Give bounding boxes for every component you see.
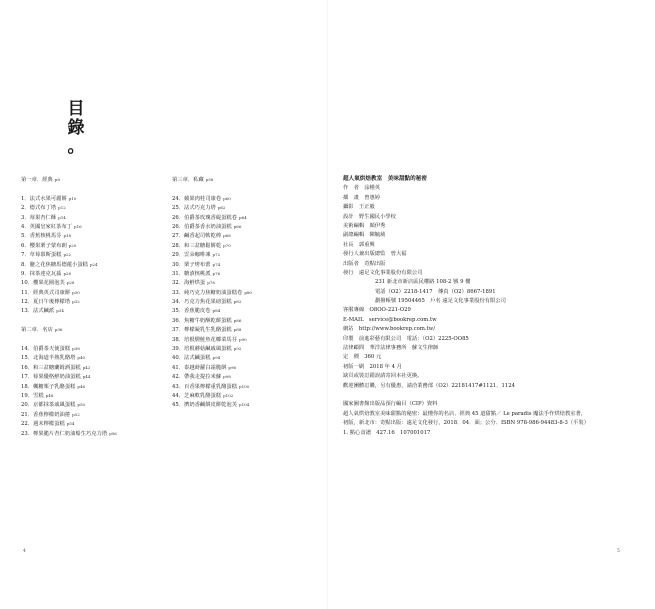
credit-row: 插 畫 曾惠婷 (343, 194, 381, 201)
toc-item-label: 4．英國皇家紅茶布丁 (21, 223, 73, 230)
chapter-heading: 第一章．經典 p8 (21, 177, 60, 183)
toc-item-label: 31．糖漬核桃派 (172, 270, 211, 277)
toc-item (172, 335, 252, 344)
toc-item-label: 2．德式布丁塔 (21, 205, 57, 212)
toc-item-label: 39．培根蘑菇鹹戚風蛋糕 (172, 346, 232, 353)
toc-item (172, 213, 252, 222)
toc-item-label: 44．芝麻軟乳酪蛋糕 (172, 392, 222, 399)
toc-item-page: p100 (239, 383, 250, 389)
toc-item-page: p90 (239, 336, 247, 342)
toc-item (172, 400, 252, 409)
gutter (327, 0, 328, 609)
toc-item-page: p30 (72, 289, 80, 295)
toc-item-label: 32．海鮮烘蛋 (172, 280, 206, 287)
credit-row: 作 者 涂槿英 (343, 185, 381, 192)
title-char: 。 (67, 137, 85, 157)
toc-item-page: p18 (63, 233, 72, 239)
toc-item (21, 222, 117, 231)
toc-item (21, 382, 117, 391)
toc-item (21, 241, 117, 250)
toc-item (172, 278, 252, 287)
toc-item-label: 20．京都抹茶戚風蛋糕 (21, 402, 76, 409)
credit-row: 出版者 奇點出版 (343, 260, 386, 267)
toc-item (172, 203, 252, 212)
toc-item-label: 18．楓糖栗子乳酪蛋糕 (21, 383, 76, 390)
cip-row: 超人氣烘焙教室美味甜點的秘密：最懂你的名店、經典 45 道甜點／ Le paradis 魔法手作烘焙教室著， (343, 410, 587, 417)
toc-item-label: 26．伯爵茶玫瑰香緹蛋糕卷 (172, 214, 238, 221)
toc-item (21, 269, 117, 278)
toc-item-page: p70 (223, 242, 231, 248)
toc-item-page: p66 (233, 223, 242, 229)
toc-item-label: 3．莓果杏仁酥 (21, 214, 57, 221)
toc-item (172, 372, 252, 381)
publisher-address: 231 新北市新店區民權路 108-2 號 9 樓 (375, 279, 471, 286)
toc-item-label: 5．香蕉核桃馬芬 (21, 233, 62, 240)
toc-item (21, 429, 117, 438)
toc-item-page: p10 (68, 195, 77, 201)
toc-item (21, 391, 117, 400)
toc-item-page: p22 (63, 252, 72, 258)
info-list (343, 306, 589, 391)
toc-item-page: p80 (244, 289, 252, 295)
toc-item-page: p44 (82, 374, 91, 380)
toc-item-page: p64 (239, 214, 247, 220)
credit-row: 發行 遠足文化事業股份有限公司 (343, 269, 423, 276)
toc-item-page: p96 (228, 364, 237, 370)
toc-item (21, 250, 117, 259)
info-row: 法律顧問 華洋法律事務所 蘇文生律師 (343, 345, 439, 352)
page-number-left: 4 (23, 549, 26, 554)
toc-item-label: 1．法式水果可麗餅 (21, 195, 67, 202)
toc-item-page: p12 (58, 205, 66, 211)
credit-row: 副總編輯 陳毓葳 (343, 232, 386, 239)
toc-item-label: 15．北海道半熟乳酪塔 (21, 355, 76, 362)
toc-item (21, 400, 117, 409)
toc-item (21, 353, 117, 362)
toc-item-label: 12．夏日午後檸檬塔 (21, 299, 71, 306)
credit-row: 美術編輯 顏伊秀 (343, 222, 386, 229)
page-title (66, 100, 86, 157)
toc-item-label: 6．櫻果栗子蒙布朗 (21, 242, 67, 249)
info-row: 定 價 360 元 (343, 354, 382, 361)
toc-item-label: 29．雲朵咖啡凍 (172, 252, 211, 259)
credit-row: 設計 野生國民小學校 (343, 213, 396, 220)
publisher-account: 劃撥帳號 19504465 戶名 遠足文化事業股份有限公司 (375, 298, 506, 305)
toc-item (172, 391, 252, 400)
toc-item (21, 297, 117, 306)
toc-item-label: 38．培根燻鮭魚花椰菜馬芬 (172, 336, 238, 343)
toc-item-page: p86 (233, 317, 242, 323)
toc-item (172, 288, 252, 297)
toc-item-label: 43．百香果檸檬重乳酪蛋糕 (172, 383, 238, 390)
toc-item-page: p88 (233, 327, 242, 333)
toc-item-page: p102 (223, 392, 234, 398)
toc-item-label: 17．莓果優格鮮奶油蛋糕 (21, 374, 81, 381)
toc-item-label: 10．櫻果花圈泡芙 (21, 280, 65, 287)
toc-item (172, 297, 252, 306)
toc-item (172, 316, 252, 325)
toc-item-label: 30．栗子烤布蕾 (172, 261, 211, 268)
info-row: 客服專線 O8OO-221-O29 (343, 307, 411, 314)
toc-item-page: p60 (223, 195, 231, 201)
toc-item-page: p94 (212, 355, 221, 361)
cip-list (343, 410, 589, 438)
toc-item (21, 410, 117, 419)
toc-item (21, 194, 117, 203)
toc-item-page: p16 (74, 223, 82, 229)
toc-item-label: 42．帶我走提拉米蘇 (172, 374, 222, 381)
toc-item-page: p32 (72, 299, 80, 305)
toc-item-label: 25．法式巧克力塔 (172, 205, 216, 212)
toc-item-page: p38 (72, 346, 80, 352)
toc-item (172, 231, 252, 240)
toc-item-page: p82 (233, 299, 242, 305)
toc-item-page: p42 (82, 364, 91, 370)
toc-item (21, 363, 117, 372)
chapter3-list (172, 194, 252, 410)
publisher-phone: 電話（O2）2218-1417 傳真（O2）8667-1891 (375, 288, 496, 295)
toc-item-label: 40．法式鹹蛋糕 (172, 355, 211, 362)
info-row: E-MAIL service@bookrep.com.tw (343, 316, 437, 323)
toc-item (172, 269, 252, 278)
toc-item (172, 353, 252, 362)
toc-item-label: 26．伯爵茶香水奶油蛋糕 (172, 223, 232, 230)
title-char: 錄 (67, 118, 85, 138)
toc-item-label: 34．巧克力焦花果磅蛋糕 (172, 299, 232, 306)
toc-item-page: p46 (77, 383, 86, 389)
toc-item-page: p78 (207, 280, 215, 286)
info-row: 網站 http://www.bookrep.com.tw/ (343, 326, 435, 333)
toc-item (21, 419, 117, 428)
toc-item-label: 21．香蕉檸檬奶油捲 (21, 411, 71, 418)
toc-item-page: p56 (109, 430, 117, 436)
toc-item (172, 222, 252, 231)
toc-item-label: 27．鹹香起司軟乾棒 (172, 233, 222, 240)
toc-item (172, 250, 252, 259)
chapter-heading: 第三章．私藏 p58 (172, 177, 214, 183)
toc-item-page: p28 (66, 280, 75, 286)
toc-item-label: 16．和三盆糖蘭姆酒蛋糕 (21, 364, 81, 371)
toc-item-label: 24．蘋果肉桂司康卷 (172, 195, 222, 202)
toc-item-label: 35．香蕉脆皮卷 (172, 308, 211, 315)
toc-item-page: p74 (212, 261, 221, 267)
toc-item-page: p84 (212, 308, 221, 314)
toc-item (172, 306, 252, 315)
toc-item (172, 363, 252, 372)
credits-list (343, 184, 589, 278)
toc-item-page: p50 (77, 402, 86, 408)
chapter1-list (21, 194, 117, 316)
toc-item (21, 306, 117, 315)
toc-item (172, 344, 252, 353)
toc-item-page: p24 (89, 261, 98, 267)
toc-item (21, 344, 117, 353)
toc-item-label: 23．檸果脆片杏仁奶油船生巧克力塔 (21, 430, 108, 437)
toc-item-page: p104 (239, 402, 250, 408)
toc-item-page: p54 (66, 421, 75, 427)
toc-item-label: 37．檸檬凝乳生乳酪蛋糕 (172, 327, 232, 334)
toc-item-label: 8．鹽之花焦糖馬德蓮小蛋糕 (21, 261, 88, 268)
toc-item-label: 45．擠奶香鹹餅皮餅乾泡芙 (172, 402, 238, 409)
info-row: 初版一刷 2018 年 4 月 (343, 363, 402, 370)
toc-item-page: p76 (212, 270, 221, 276)
toc-item-page: p92 (233, 346, 242, 352)
toc-column-middle (172, 175, 252, 410)
toc-column-left (21, 175, 117, 438)
cip-heading: 國家圖書館出版品預行編目（CIP）資料 (343, 401, 438, 408)
info-row: 印製 前進彩藝有限公司 電話：（O2）2225-OO85 (343, 335, 469, 342)
chapter-heading: 第二章．名店 p36 (21, 327, 63, 334)
toc-item-page: p72 (212, 252, 221, 258)
toc-item (21, 231, 117, 240)
chapter2-list (21, 344, 117, 438)
toc-item-page: p62 (217, 205, 226, 211)
credit-row: 攝影 王正毅 (343, 204, 375, 211)
toc-item-page: p34 (56, 308, 64, 314)
toc-item-page: p52 (72, 411, 80, 417)
toc-item-label: 28．和三盆糖鬆餅乾 (172, 242, 222, 249)
toc-item-label: 33．純巧克力焦糖奶油蛋糕卷 (172, 289, 243, 296)
toc-item-page: p68 (223, 233, 231, 239)
toc-item-label: 7．草莓慕斯蛋糕 (21, 252, 62, 259)
toc-item-label: 36．焦糖牛奶酥乾餅蛋糕 (172, 317, 232, 324)
toc-item (172, 194, 252, 203)
credit-row: 發行人兼出版總監 曾大福 (343, 251, 407, 258)
toc-item-label: 41．泰越蒔蘿白霜脆餅 (172, 364, 227, 371)
toc-item-label: 11．經典英式司康餅 (21, 289, 71, 296)
toc-item-label: 13．法式鹹派 (21, 308, 55, 315)
toc-item (21, 372, 117, 381)
book-title: 超人氣烘焙教室 美味甜點的秘密 (343, 176, 427, 182)
cip-row: 初版，新北市：奇點出版：遠足文化發行，2018．04．面；公分．ISBN 978-986-94483-8-3（平裝） (343, 420, 590, 427)
info-row: 歡迎團體訂購，另有優惠，請洽業務部（O2）22181417#1121、1124 (343, 382, 516, 389)
toc-item (21, 203, 117, 212)
toc-item-page: p48 (45, 392, 54, 398)
toc-item-label: 19．雪糕 (21, 392, 44, 399)
page-number-right: 5 (617, 549, 620, 554)
toc-item-label: 14．伯爵茶天使蛋糕 (21, 346, 71, 353)
toc-item (21, 260, 117, 269)
toc-item-page: p26 (63, 270, 72, 276)
toc-item-page: p40 (77, 355, 86, 361)
cip-row: 1. 點心食譜 427.16 107001017 (343, 429, 431, 436)
toc-item (21, 288, 117, 297)
toc-item-label: 22．週末檸檬蛋糕 (21, 421, 65, 428)
toc-item (172, 325, 252, 334)
toc-item-page: p98 (223, 374, 231, 380)
credit-row: 社長 郭重興 (343, 241, 375, 248)
title-char: 目 (67, 99, 85, 119)
toc-item (21, 278, 117, 287)
colophon (343, 175, 589, 438)
toc-item (172, 260, 252, 269)
toc-item (21, 213, 117, 222)
info-row: 缺頁或裝訂錯誤請寄回本社更換。 (343, 373, 423, 380)
toc-item (172, 241, 252, 250)
toc-item (172, 382, 252, 391)
toc-item-page: p20 (68, 242, 77, 248)
toc-item-label: 9．抹茶達克瓦茲 (21, 270, 62, 277)
toc-item-page: p14 (58, 214, 66, 220)
